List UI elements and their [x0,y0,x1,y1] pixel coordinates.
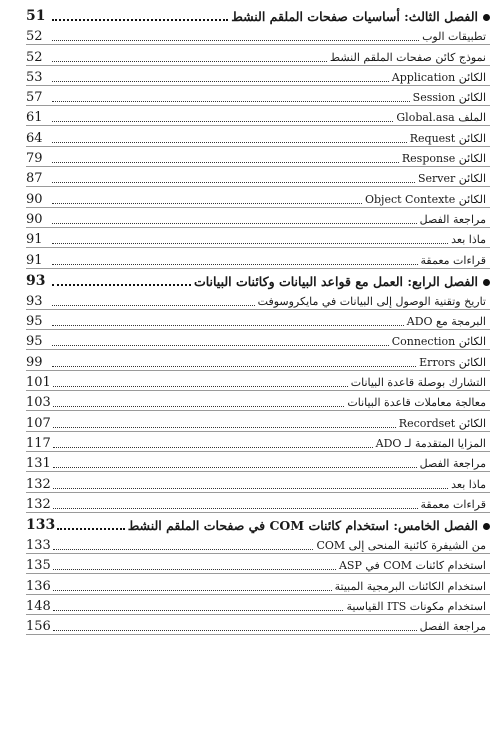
toc-entry [26,167,490,187]
dot-leader [52,162,399,163]
dot-leader [52,223,417,224]
toc-page-number: 90 [26,211,43,227]
toc-title [231,10,490,25]
dot-leader [53,427,396,428]
toc-entry [26,574,490,594]
toc-title [396,111,490,126]
toc-title [407,315,490,330]
toc-page-number: 64 [26,130,43,146]
toc-title-text: الكائن Application [391,70,486,84]
toc-page-number: 103 [26,395,51,411]
toc-page-number: 132 [26,496,51,512]
toc-title-text: مراجعة الفصل [419,620,486,634]
toc-page-number: 107 [26,415,51,431]
toc-entry [26,290,490,310]
toc-title [346,600,490,615]
dot-leader [52,19,228,21]
toc-title-text: المزايا المتقدمة لـ ADO [375,436,486,450]
toc-title-text: استخدام كائنات COM في ASP [338,559,486,573]
toc-entry [26,86,490,106]
toc-title [194,275,490,290]
toc-title-text: الكائن Server [417,172,486,186]
dot-leader [52,305,255,306]
dot-leader [53,590,332,591]
toc-title [316,539,490,554]
toc-title-text: الكائن Recordset [398,416,486,430]
toc-title [451,478,490,493]
toc-page-number: 131 [26,456,51,472]
dot-leader [52,40,419,41]
toc-page-number: 93 [26,293,43,309]
toc-entry [26,615,490,635]
toc-title [421,498,490,513]
dot-leader [53,569,336,570]
toc-title [418,172,490,187]
toc-entry [26,310,490,330]
toc-title-text: مراجعة الفصل [419,457,486,471]
toc-page-number: 87 [26,171,43,187]
toc-title-text: الكائن Response [401,152,486,166]
dot-leader [57,528,124,530]
toc-page-number: 95 [26,314,43,330]
toc-title-text: ماذا بعد [451,477,486,491]
toc-page-number: 99 [26,354,43,370]
toc-entry [26,371,490,391]
toc-entry [26,432,490,452]
toc-page-number: 135 [26,558,51,574]
toc-title [347,396,490,411]
bullet-icon [483,523,490,530]
toc-title [128,519,490,534]
toc-page-number: 136 [26,578,51,594]
dot-leader [53,630,417,631]
toc-title [376,437,490,452]
dot-leader [52,203,362,204]
toc-page-number: 133 [26,538,51,554]
table-of-contents [26,4,490,635]
toc-page-number: 95 [26,334,43,350]
toc-title-text: الملف Global.asa [396,111,486,125]
dot-leader [53,406,345,407]
toc-title [365,193,490,208]
toc-title-text: الكائن Connection [391,335,486,349]
dot-leader [52,81,389,82]
toc-title-text: الكائن Session [412,91,486,105]
dot-leader [52,61,327,62]
toc-title-text: ماذا بعد [451,233,486,247]
bullet-icon [483,279,490,286]
toc-chapter-heading [26,269,490,290]
toc-title [451,233,490,248]
toc-title-text: التشارك بوصلة قاعدة البيانات [350,376,486,390]
dot-leader [52,142,407,143]
toc-title [410,132,490,147]
dot-leader [52,325,404,326]
dot-leader [52,243,448,244]
dot-leader [52,345,389,346]
toc-title-text: تاريخ وتقنية الوصول إلى البيانات في مايكروسوفت [257,294,486,308]
toc-entry [26,25,490,45]
toc-page-number: 101 [26,375,51,391]
toc-chapter-heading [26,4,490,25]
dot-leader [52,284,191,286]
toc-page-number: 133 [26,516,56,533]
dot-leader [53,447,373,448]
toc-title-text: معالجة معاملات قاعدة البيانات [347,396,486,410]
toc-entry [26,228,490,248]
toc-title [420,213,490,228]
toc-entry [26,350,490,370]
toc-entry [26,452,490,472]
toc-page-number: 52 [26,29,43,45]
toc-page-number: 117 [26,435,51,451]
dot-leader [52,366,416,367]
toc-title-text: الفصل الخامس: استخدام كائنات COM في صفحات الملقم النشط [127,517,478,533]
toc-page-number: 52 [26,49,43,65]
toc-page-number: 91 [26,252,43,268]
toc-entry [26,45,490,65]
toc-title-text: قراءات معمقة [420,253,486,267]
toc-entry [26,208,490,228]
toc-title [335,580,490,595]
toc-title-text: مراجعة الفصل [419,212,486,226]
toc-page-number: 132 [26,476,51,492]
toc-title [413,91,490,106]
toc-entry [26,126,490,146]
toc-page-number: 148 [26,599,51,615]
toc-title-text: البرمجة مع ADO [406,315,486,329]
toc-entry [26,472,490,492]
toc-title [351,376,490,391]
toc-entry [26,595,490,615]
toc-title [402,152,490,167]
toc-title-text: استخدام مكونات ITS القياسية [346,600,486,614]
toc-entry [26,66,490,86]
toc-title [330,51,490,66]
toc-entry [26,534,490,554]
toc-page-number: 156 [26,619,51,635]
toc-title-text: الفصل الثالث: أساسيات صفحات الملقم النشط [231,9,478,24]
toc-title-text: قراءات معمقة [420,497,486,511]
dot-leader [52,264,418,265]
bullet-icon [483,14,490,21]
toc-entry [26,554,490,574]
dot-leader [52,121,393,122]
toc-page-number: 51 [26,8,46,24]
toc-title [339,559,490,574]
toc-entry [26,330,490,350]
toc-entry [26,106,490,126]
toc-entry [26,493,490,513]
toc-title-text: استخدام الكائنات البرمجية المبيتة [334,579,486,593]
toc-title-text: الكائن Request [409,131,486,145]
toc-title-text: الكائن Errors [419,355,486,369]
dot-leader [53,549,314,550]
toc-title [258,295,490,310]
toc-page-number: 57 [26,90,43,106]
toc-title [399,417,490,432]
toc-title [420,457,490,472]
toc-title [422,30,490,45]
dot-leader [52,182,415,183]
dot-leader [52,101,410,102]
toc-entry [26,147,490,167]
dot-leader [53,488,448,489]
toc-page-number: 53 [26,69,43,85]
toc-title-text: نموذج كائن صفحات الملقم النشط [329,50,486,64]
toc-page-number: 91 [26,232,43,248]
toc-title-text: الكائن Object Contexte [364,192,486,206]
toc-title [392,71,490,86]
toc-title-text: من الشيفرة كائنية المنحى إلى COM [316,539,486,553]
toc-title [421,254,490,269]
toc-entry [26,411,490,431]
toc-page-number: 79 [26,151,43,167]
toc-entry [26,248,490,268]
dot-leader [53,386,348,387]
toc-title-text: تطبيقات الوب [422,30,486,44]
toc-page-number: 61 [26,110,43,126]
toc-chapter-heading [26,513,490,534]
toc-page-number: 90 [26,191,43,207]
toc-entry [26,187,490,207]
toc-title [420,620,490,635]
toc-title [419,356,490,371]
toc-title-text: الفصل الرابع: العمل مع قواعد البيانات وكائنات البيانات [193,273,478,289]
dot-leader [53,467,417,468]
toc-title [392,335,490,350]
dot-leader [53,610,344,611]
toc-entry [26,391,490,411]
dot-leader [53,508,418,509]
toc-page-number: 93 [26,272,46,289]
